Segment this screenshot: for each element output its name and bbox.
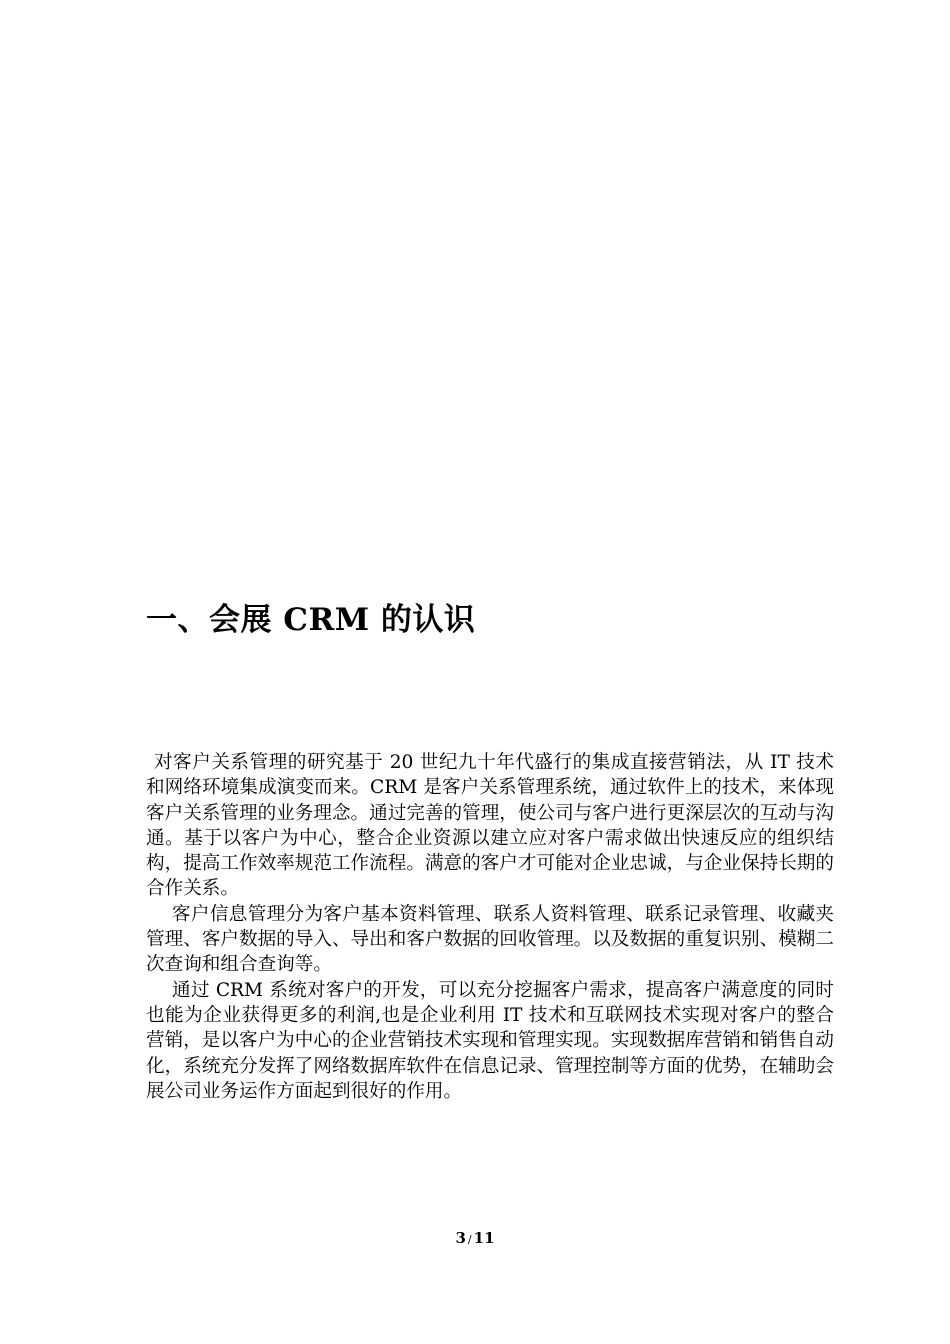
paragraph-crm-intro: 对客户关系管理的研究基于 20 世纪九十年代盛行的集成直接营销法，从 IT 技术和网络环境集成演变而来。CRM 是客户关系管理系统，通过软件上的技术，来体现客户关系管理的业务理念。通过完善的管理，使公司与客户进行更深层次的互动与沟通。基于以客户为中心，整合企业资源以建立应对客户需求做出快速反应的组织结构，提高工作效率规范工作流程。满意的客户才可能对企业忠诚，与企业保持长期的合作关系。	[146, 752, 834, 900]
paragraph-customer-info-management: 客户信息管理分为客户基本资料管理、联系人资料管理、联系记录管理、收藏夹管理、客户数据的导入、导出和客户数据的回收管理。以及数据的重复识别、模糊二次查询和组合查询等。	[146, 903, 834, 976]
page-separator: /	[467, 1233, 472, 1246]
section-heading: 一、会展 CRM 的认识	[146, 602, 476, 638]
total-pages-number: 11	[473, 1229, 495, 1247]
page-number-footer	[0, 1228, 950, 1250]
current-page-number: 3	[455, 1229, 466, 1247]
paragraph-crm-benefits: 通过 CRM 系统对客户的开发，可以充分挖掘客户需求，提高客户满意度的同时也能为企业获得更多的利润,也是企业利用 IT 技术和互联网技术实现对客户的整合营销，是以客户为中心的企业营销技术实现和管理实现。实现数据库营销和销售自动化，系统充分发挥了网络数据库软件在信息记录、管理控制等方面的优势，在辅助会展公司业务运作方面起到很好的作用。	[146, 979, 834, 1102]
body-text	[146, 750, 834, 1104]
